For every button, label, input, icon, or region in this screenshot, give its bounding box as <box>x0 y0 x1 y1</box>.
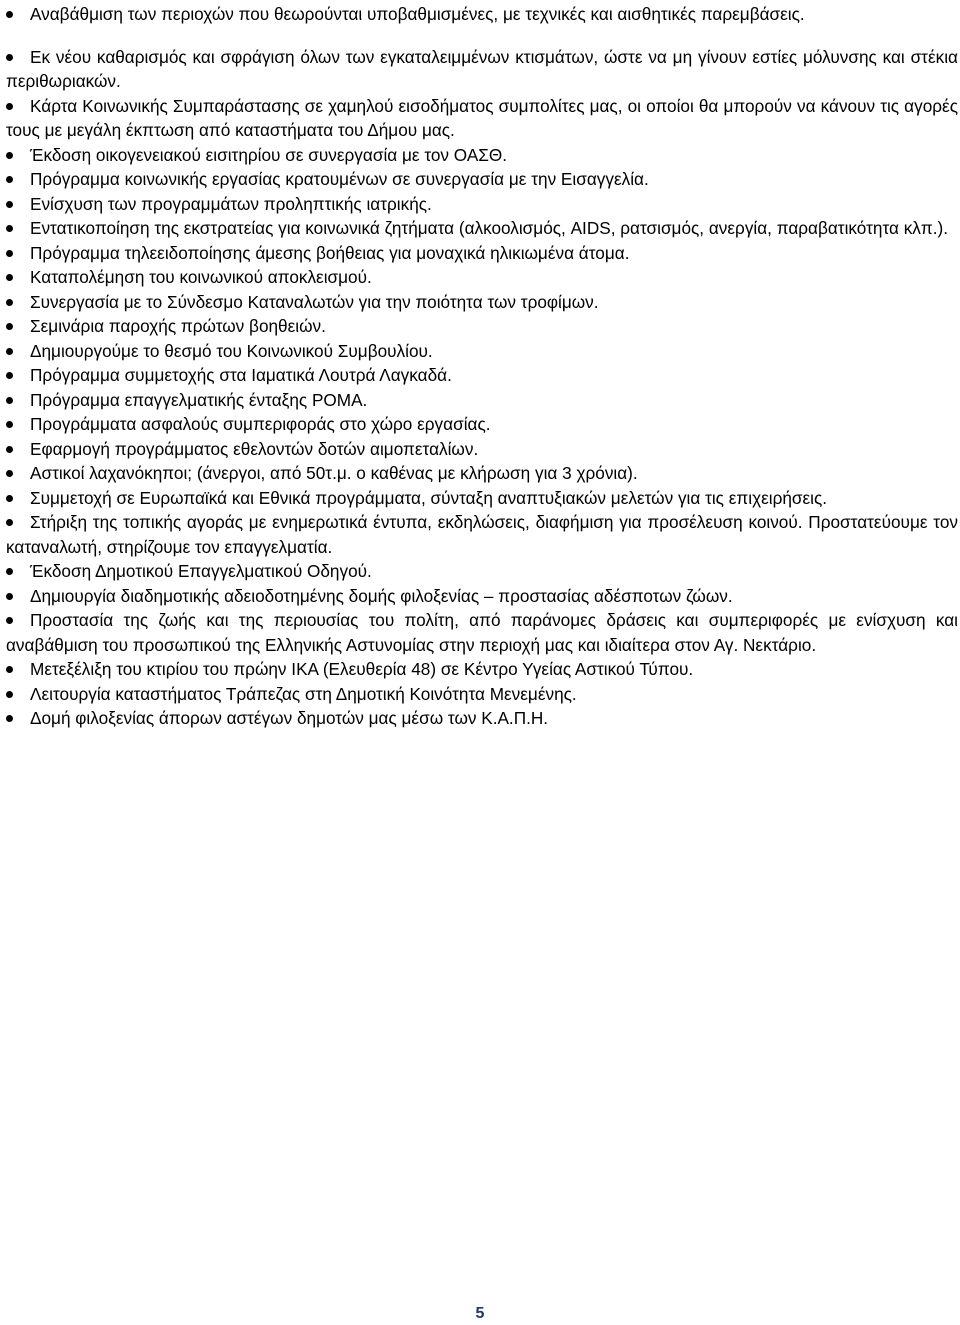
list-item-text: Έκδοση Δημοτικού Επαγγελματικού Οδηγού. <box>30 561 372 581</box>
list-item-text: Μετεξέλιξη του κτιρίου του πρώην ΙΚΑ (Ελευθερία 48) σε Κέντρο Υγείας Αστικού Τύπου. <box>30 659 694 679</box>
list-item-text: Κάρτα Κοινωνικής Συμπαράστασης σε χαμηλού εισοδήματος συμπολίτες μας, οι οποίοι θα μπορούν να κάνουν τις αγορές τους με μεγάλη έκπτωση από καταστήματα του Δήμου μας. <box>6 95 958 140</box>
bullet-icon <box>6 421 13 428</box>
list-item <box>6 657 958 682</box>
list-item <box>6 192 958 217</box>
bullet-icon <box>6 299 13 306</box>
bullet-list <box>6 2 958 731</box>
list-item <box>6 363 958 388</box>
bullet-icon <box>6 568 13 575</box>
list-item <box>6 510 958 559</box>
list-item-text: Εφαρμογή προγράμματος εθελοντών δοτών αιμοπεταλίων. <box>30 438 479 459</box>
list-item <box>6 461 958 486</box>
list-item-text: Δομή φιλοξενίας άπορων αστέγων δημοτών μας μέσω των Κ.Α.Π.Η. <box>30 708 549 728</box>
bullet-icon <box>6 691 13 698</box>
list-item-text: Ενίσχυση των προγραμμάτων προληπτικής ιατρικής. <box>30 193 432 214</box>
bullet-icon <box>6 152 13 159</box>
bullet-icon <box>6 103 13 110</box>
list-item-text: Αστικοί λαχανόκηποι; (άνεργοι, από 50τ.μ. ο καθένας με κλήρωση για 3 χρόνια). <box>30 463 638 483</box>
list-item-text: Πρόγραμμα επαγγελματικής ένταξης ΡΟΜΑ. <box>30 389 368 410</box>
list-item <box>6 412 958 437</box>
bullet-icon <box>6 11 13 18</box>
list-item-text: Πρόγραμμα τηλεειδοποίησης άμεσης βοήθειας για μοναχικά ηλικιωμένα άτομα. <box>30 242 630 263</box>
list-item-text: Συνεργασία με το Σύνδεσμο Καταναλωτών για την ποιότητα των τροφίμων. <box>30 291 599 312</box>
bullet-icon <box>6 519 13 526</box>
list-item-text: Πρόγραμμα συμμετοχής στα Ιαματικά Λουτρά Λαγκαδά. <box>30 365 452 385</box>
list-item-text: Συμμετοχή σε Ευρωπαϊκά και Εθνικά προγράμματα, σύνταξη αναπτυξιακών μελετών για τις επιχειρήσεις. <box>30 487 828 508</box>
list-item <box>6 559 958 584</box>
list-item <box>6 437 958 462</box>
bullet-icon <box>6 715 13 722</box>
bullet-icon <box>6 225 13 232</box>
list-item-text: Προστασία της ζωής και της περιουσίας του πολίτη, από παράνομες δράσεις και συμπεριφορές με ενίσχυση και αναβάθμιση του προσωπικού της Ελληνικής Αστυνομίας στην περιοχή μας και ιδιαίτερα στον Αγ. Νεκτάριο. <box>6 610 958 655</box>
list-item-text: Δημιουργία διαδημοτικής αδειοδοτημένης δομής φιλοξενίας – προστασίας αδέσποτων ζώων. <box>30 585 733 606</box>
page-number: 5 <box>475 1305 485 1322</box>
bullet-icon <box>6 470 13 477</box>
list-item-text: Εκ νέου καθαρισμός και σφράγιση όλων των εγκαταλειμμένων κτισμάτων, ώστε να μη γίνουν εστίες μόλυνσης και στέκια περιθωριακών. <box>6 46 958 91</box>
bullet-icon <box>6 323 13 330</box>
list-item-text: Αναβάθμιση των περιοχών που θεωρούνται υποβαθμισμένες, με τεχνικές και αισθητικές παρεμβάσεις. <box>30 4 805 24</box>
list-item <box>6 167 958 192</box>
list-item <box>6 241 958 266</box>
list-item-text: Εντατικοποίηση της εκστρατείας για κοινωνικά ζητήματα (αλκοολισμός, AIDS, ρατσισμός, ανεργία, παραβατικότητα κλπ.). <box>30 218 949 238</box>
list-item <box>6 584 958 609</box>
list-item-text: Στήριξη της τοπικής αγοράς με ενημερωτικά έντυπα, εκδηλώσεις, διαφήμιση για προσέλευση κοινού. Προστατεύουμε τον καταναλωτή, στηρίζουμε τον επαγγελματία. <box>6 512 958 557</box>
bullet-icon <box>6 593 13 600</box>
list-item <box>6 265 958 290</box>
list-item <box>6 388 958 413</box>
bullet-icon <box>6 666 13 673</box>
list-item <box>6 290 958 315</box>
list-item <box>6 339 958 364</box>
list-item <box>6 2 958 27</box>
list-item-text: Προγράμματα ασφαλούς συμπεριφοράς στο χώρο εργασίας. <box>30 414 491 434</box>
bullet-icon <box>6 617 13 624</box>
list-item-text: Σεμινάρια παροχής πρώτων βοηθειών. <box>30 316 326 336</box>
list-item-text: Πρόγραμμα κοινωνικής εργασίας κρατουμένων σε συνεργασία με την Εισαγγελία. <box>30 169 649 189</box>
bullet-icon <box>6 201 13 208</box>
list-item <box>6 143 958 168</box>
bullet-icon <box>6 54 13 61</box>
list-item <box>6 45 958 94</box>
list-item-text: Καταπολέμηση του κοινωνικού αποκλεισμού. <box>30 267 372 287</box>
list-item <box>6 682 958 707</box>
bullet-icon <box>6 250 13 257</box>
list-item-text: Λειτουργία καταστήματος Τράπεζας στη Δημοτική Κοινότητα Μενεμένης. <box>30 683 577 704</box>
list-item <box>6 94 958 143</box>
bullet-icon <box>6 446 13 453</box>
bullet-icon <box>6 176 13 183</box>
bullet-icon <box>6 397 13 404</box>
bullet-icon <box>6 348 13 355</box>
list-item <box>6 608 958 657</box>
bullet-icon <box>6 495 13 502</box>
list-item-text: Έκδοση οικογενειακού εισιτηρίου σε συνεργασία με τον ΟΑΣΘ. <box>30 144 508 165</box>
list-item-text: Δημιουργούμε το θεσμό του Κοινωνικού Συμβουλίου. <box>30 340 433 361</box>
list-item <box>6 486 958 511</box>
list-item <box>6 216 958 241</box>
list-item <box>6 314 958 339</box>
list-item <box>6 706 958 731</box>
bullet-icon <box>6 274 13 281</box>
bullet-icon <box>6 372 13 379</box>
